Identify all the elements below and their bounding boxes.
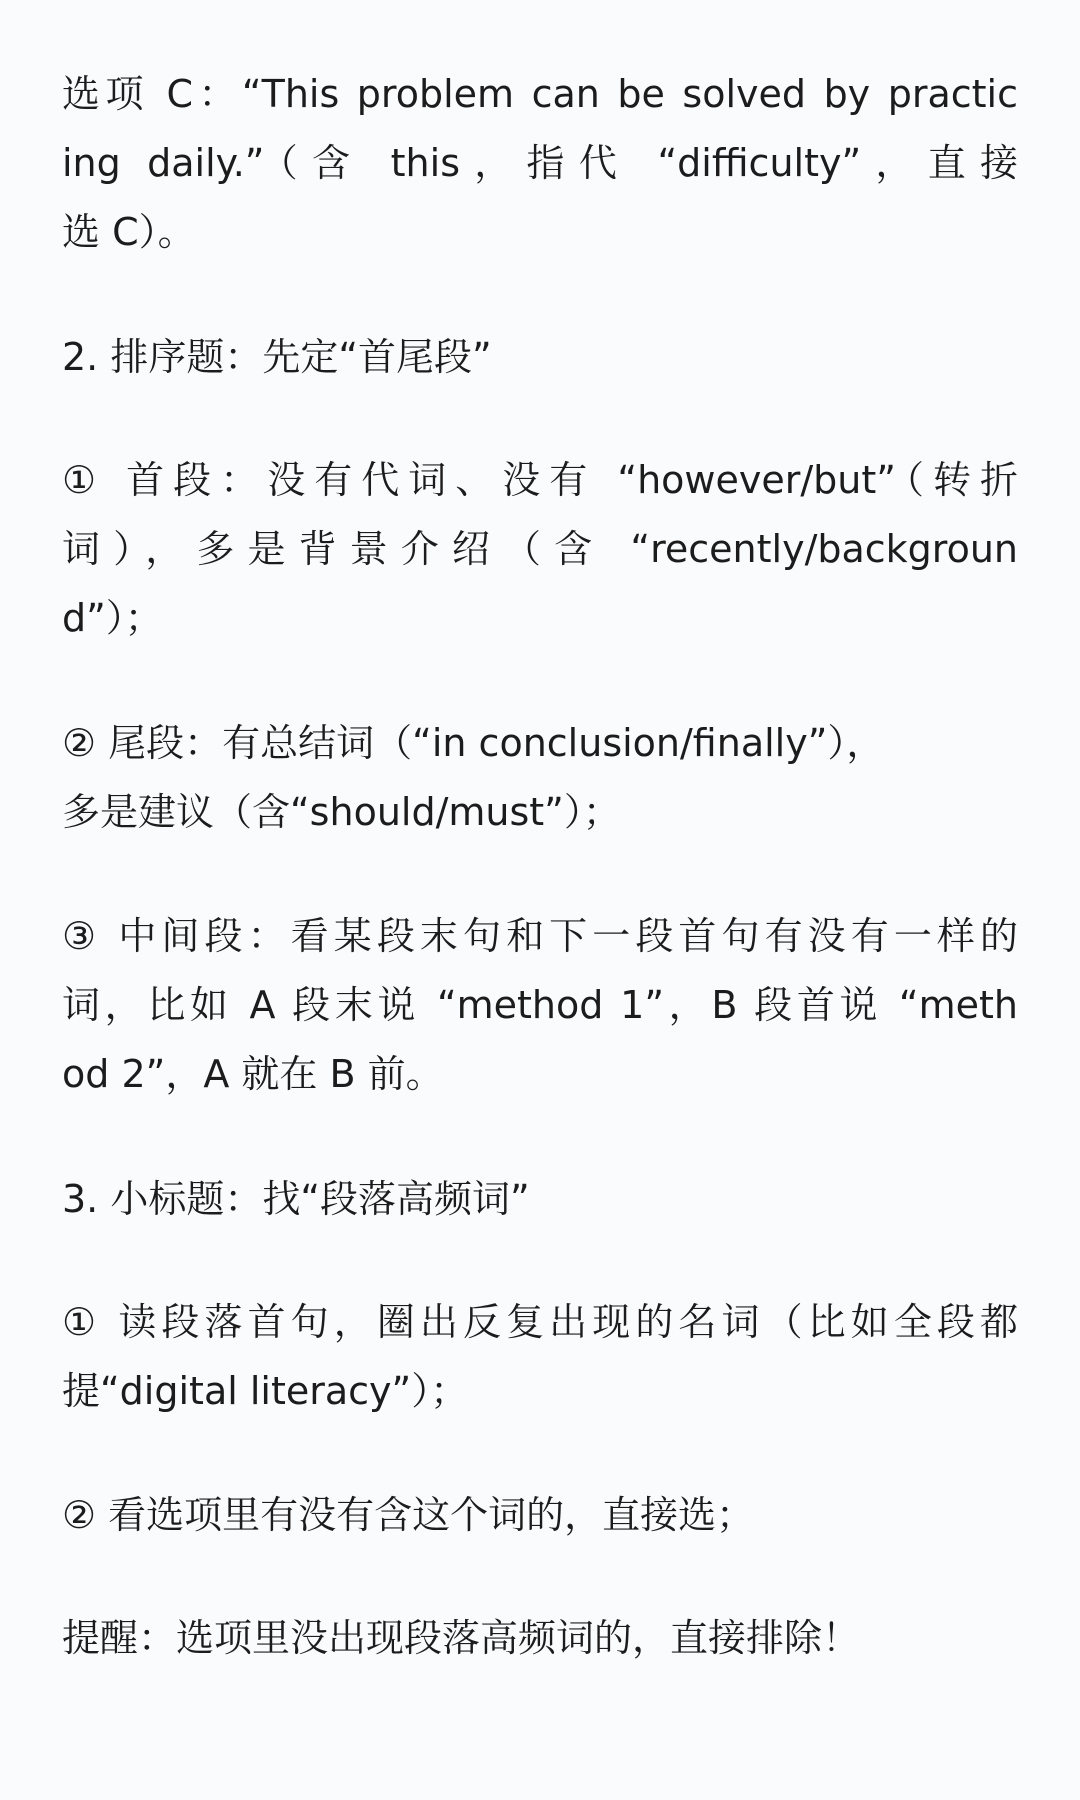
option-c-line-2: ing daily.”（含 this，指代 “difficulty”，直接 <box>62 141 1018 185</box>
subtitle-tip-1-line-1: ① 读段落首句，圈出反复出现的名词（比如全段都 <box>62 1300 1018 1344</box>
option-c-line-3: 选 C）。 <box>62 210 196 254</box>
subtitle-tip-2: ② 看选项里有没有含这个词的，直接选； <box>62 1493 755 1537</box>
section-heading-ordering: 2. 排序题：先定“首尾段” <box>62 335 492 379</box>
subtitle-tip-1-line-2: 提“digital literacy”）； <box>62 1369 469 1413</box>
first-paragraph-tip-line-3: d”）； <box>62 596 163 640</box>
section-heading-subtitles: 3. 小标题：找“段落高频词” <box>62 1177 530 1221</box>
last-paragraph-tip-line-2: 多是建议（含“should/must”）； <box>62 790 621 834</box>
reminder-note: 提醒：选项里没出现段落高频词的，直接排除！ <box>62 1616 861 1660</box>
middle-paragraph-tip-line-2: 词，比如 A 段末说 “method 1”，B 段首说 “meth <box>62 983 1018 1027</box>
option-c-line-1: 选项 C：“This problem can be solved by practic <box>62 72 1018 116</box>
last-paragraph-tip-line-1: ② 尾段：有总结词（“in conclusion/finally”）， <box>62 721 885 765</box>
middle-paragraph-tip-line-1: ③ 中间段：看某段末句和下一段首句有没有一样的 <box>62 914 1018 958</box>
first-paragraph-tip-line-1: ① 首段：没有代词、没有 “however/but”（转折 <box>62 458 1018 502</box>
middle-paragraph-tip-line-3: od 2”，A 就在 B 前。 <box>62 1052 444 1096</box>
first-paragraph-tip-line-2: 词），多是背景介绍（含 “recently/backgroun <box>62 527 1018 571</box>
